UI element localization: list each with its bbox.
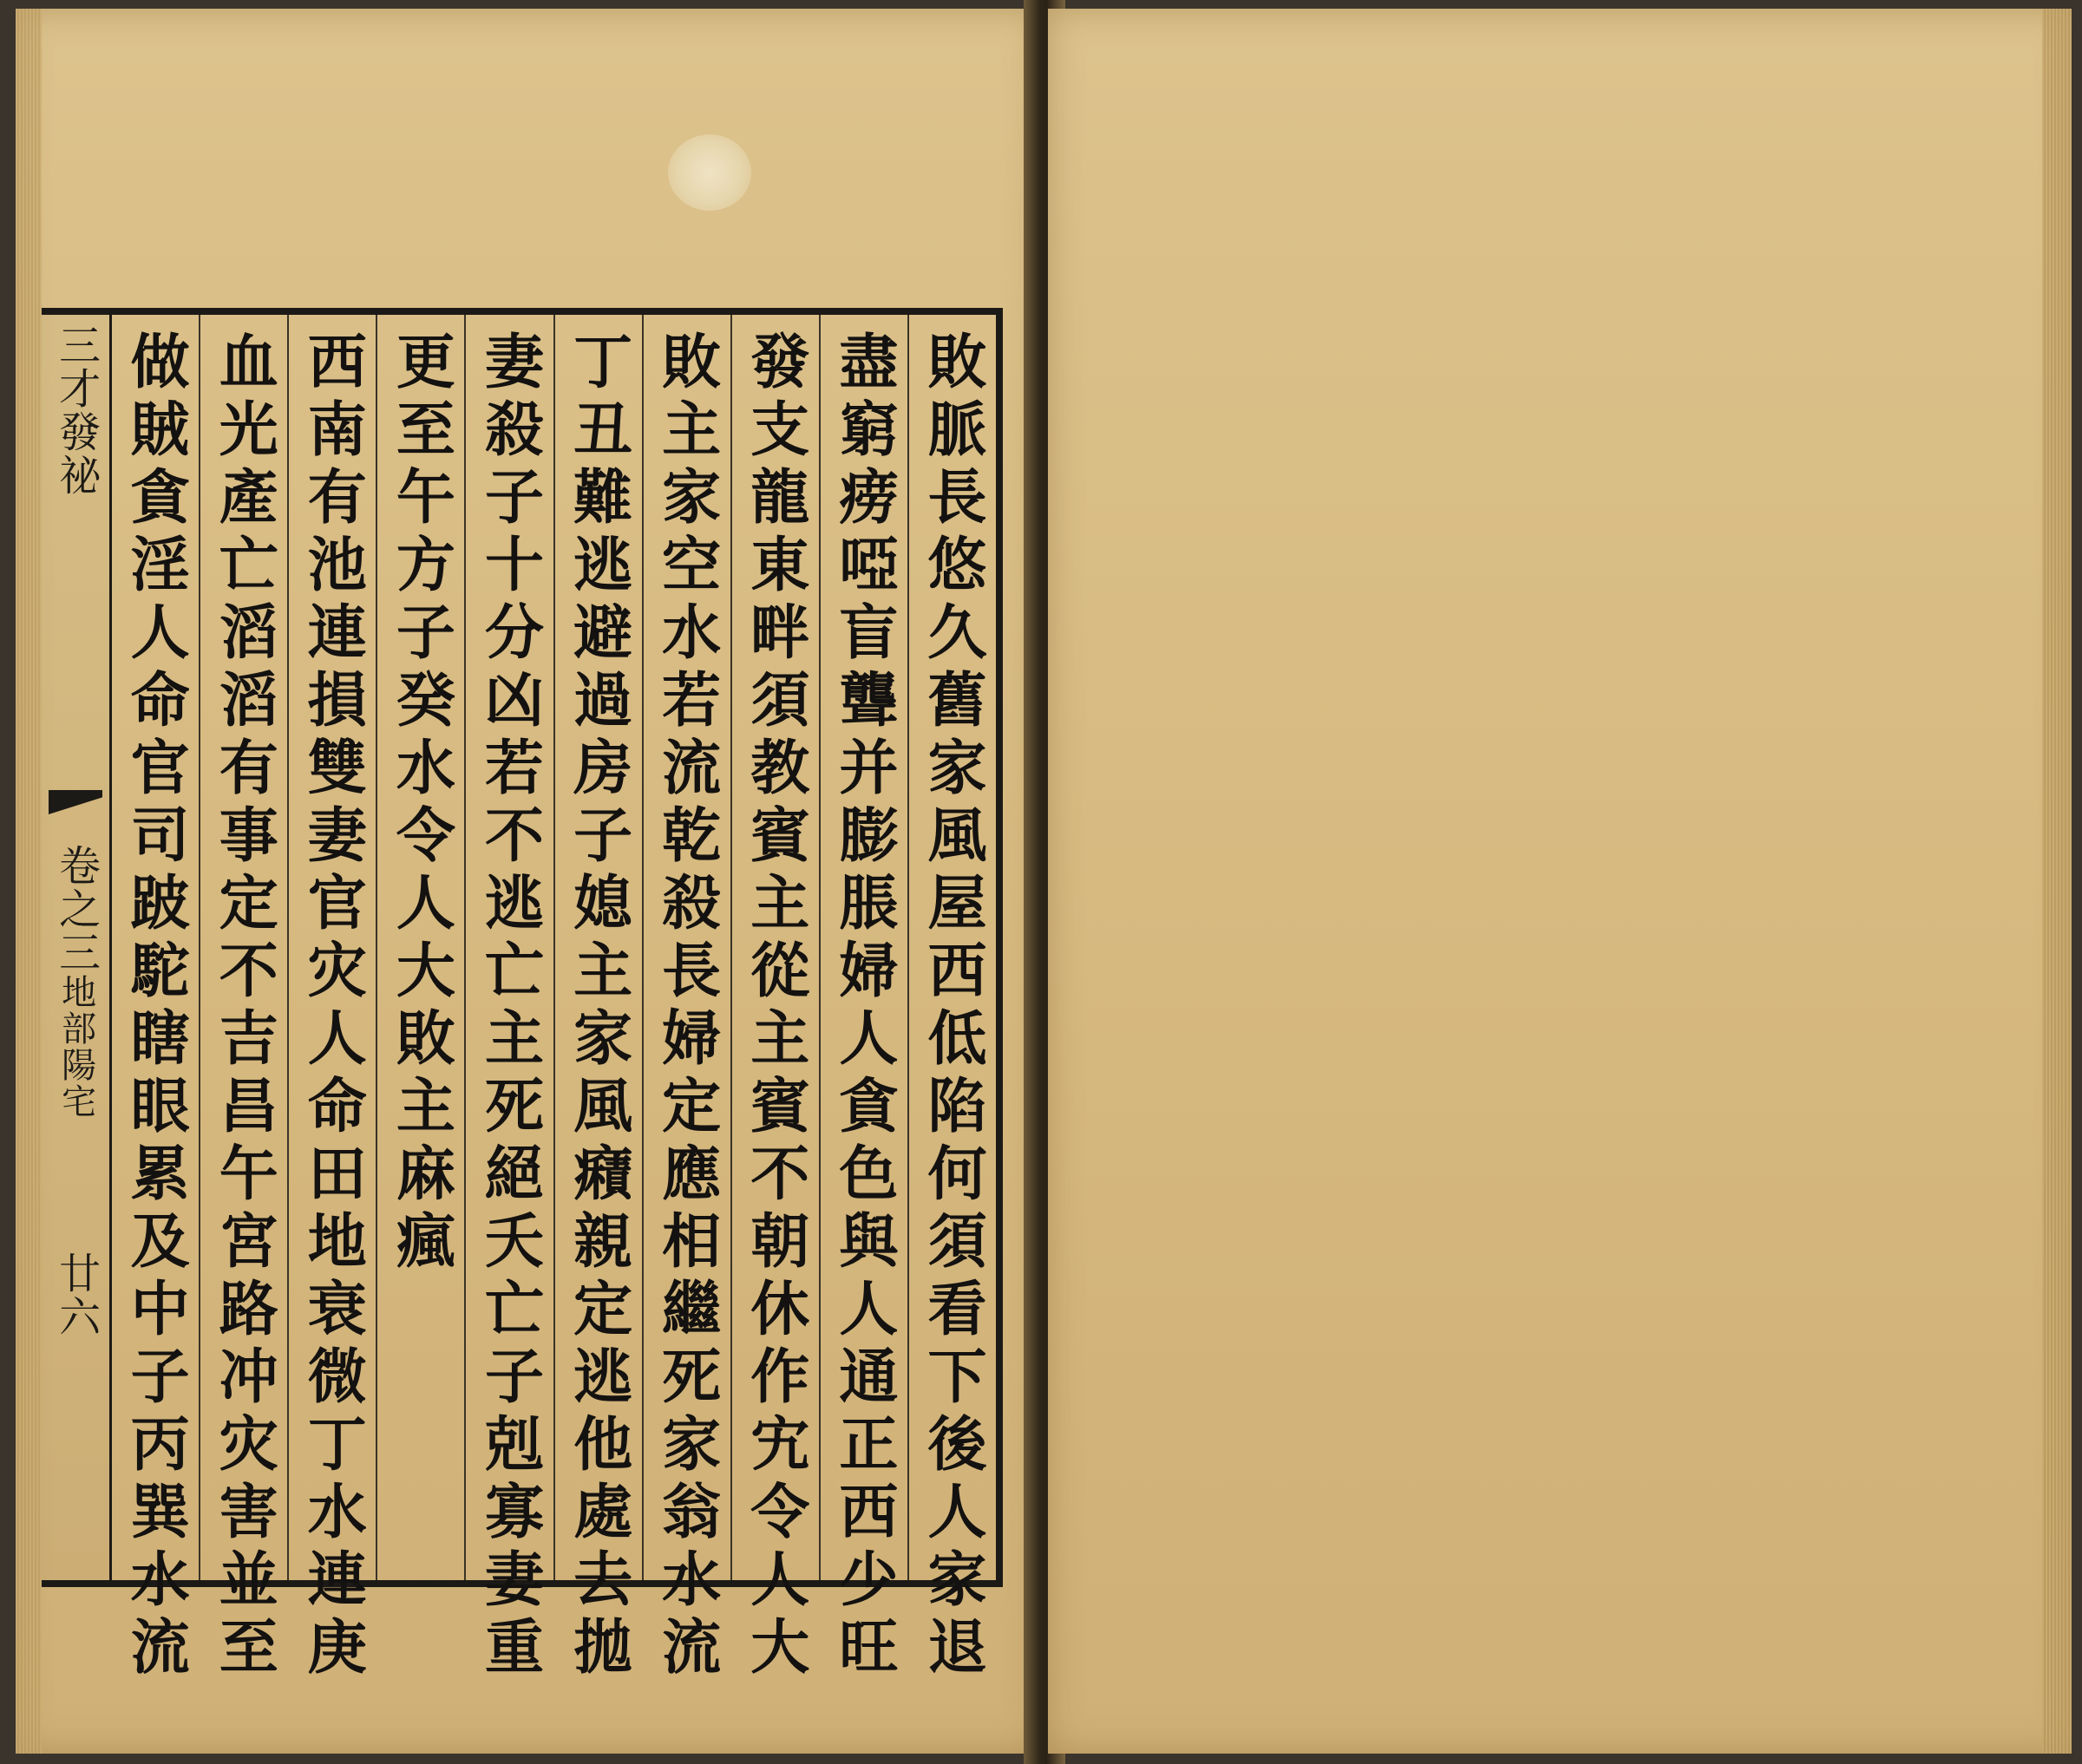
column-text: 發支龍東畔須教賓主從主賓不朝休作宄令人大 (740, 330, 810, 1683)
column-text: 丁丑難逃避過房子媳主家風癪親定逃他處去拋 (563, 330, 633, 1683)
text-column (199, 315, 287, 1683)
text-column (907, 315, 996, 1683)
right-page (1048, 9, 2072, 1754)
column-text: 盡窮痨啞盲聾并膨脹婦人貪色與人通正西少旺 (828, 330, 899, 1683)
paper-stain (668, 134, 751, 211)
left-text-columns (112, 315, 996, 1683)
text-column (376, 315, 464, 1580)
column-text: 做賊貪淫人命官司跛駝瞎眼累及中子丙巽水流 (121, 330, 191, 1683)
banxin-juan-label: 卷之三 (51, 844, 101, 974)
text-column (287, 315, 376, 1683)
text-column (730, 315, 819, 1683)
left-page-frame (42, 308, 1003, 1683)
left-banxin (42, 315, 112, 1580)
left-page (16, 9, 1039, 1754)
column-text: 妻殺子十分凶若不逃亡主死絕夭亡子剋寡妻重 (475, 330, 545, 1683)
text-column (464, 315, 553, 1683)
banxin-folio: 廿六 (51, 1251, 101, 1338)
column-text: 血光產亡滔滔有事定不吉昌午宮路冲灾害並至 (209, 330, 279, 1683)
column-text: 敗脈長悠久舊家風屋西低陷何須看下後人家退 (917, 330, 987, 1683)
text-column (819, 315, 907, 1683)
banxin-section-label: 地部陽宅 (56, 974, 96, 1120)
column-text: 更至午方子癸水令人大敗主麻瘋 (386, 330, 456, 1277)
banxin-title: 三才發祕 (51, 323, 101, 497)
fish-tail-mark (49, 790, 102, 814)
text-column (112, 315, 199, 1683)
text-column (553, 315, 642, 1683)
text-column (642, 315, 730, 1683)
column-text: 西南有池連損雙妻官灾人命田地衰微丁水連庚 (298, 330, 368, 1683)
column-text: 敗主家空水若流乾殺長婦定應相繼死家翁水流 (651, 330, 722, 1683)
banxin-juan (51, 844, 99, 1120)
